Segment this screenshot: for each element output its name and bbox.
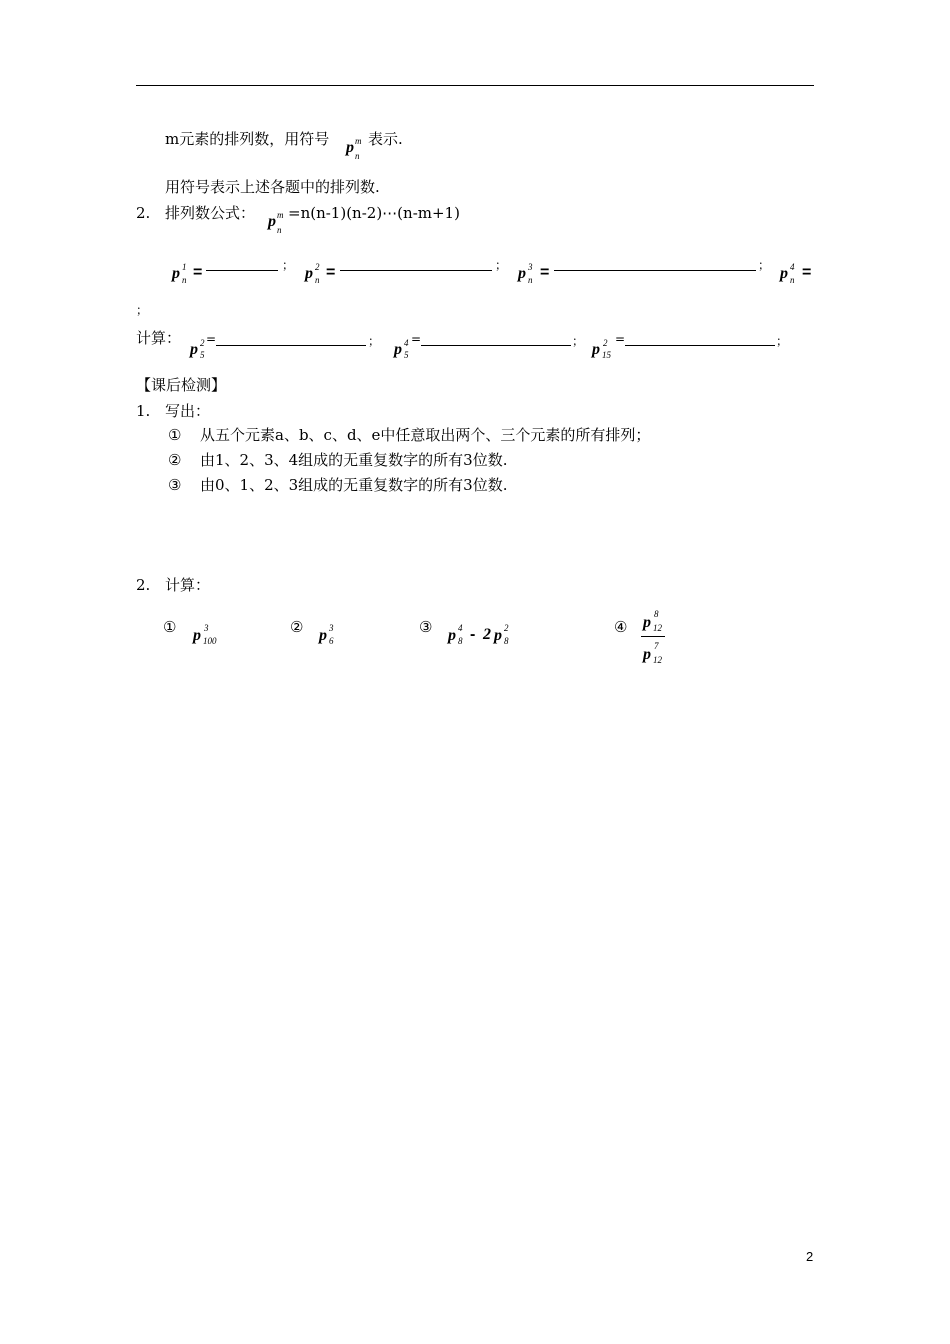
sup-3: 3 <box>204 623 209 633</box>
sub-n: n <box>355 151 360 161</box>
sup-m: m <box>355 136 362 146</box>
sup-3: 3 <box>528 262 533 272</box>
sub-5: 5 <box>404 350 409 360</box>
fraction-denominator-p12-7 <box>643 641 671 669</box>
sub-100: 100 <box>203 636 217 646</box>
sup-2: 2 <box>200 338 205 348</box>
perm-symbol-p100-3 <box>193 623 223 650</box>
section-heading: 【课后检测】 <box>136 376 227 394</box>
intro-text-before: m元素的排列数，用符号 <box>165 130 330 148</box>
semicolon-1: ； <box>282 258 295 272</box>
p-letter: p <box>193 627 201 644</box>
perm-symbol-pn4 <box>780 262 802 288</box>
equals-c1: = <box>206 332 217 346</box>
answer-blank-p152 <box>625 345 775 346</box>
equals-2: = <box>326 264 336 281</box>
answer-blank-p52 <box>216 345 366 346</box>
q1-number: 1. <box>136 402 151 420</box>
answer-blank-pn3 <box>554 270 756 271</box>
equals-c3: = <box>615 332 626 346</box>
sub-n: n <box>790 275 795 285</box>
perm-symbol-p8-2 <box>494 623 516 650</box>
p-letter: p <box>592 341 600 358</box>
sub-6: 6 <box>329 636 334 646</box>
equals-4: = <box>802 264 812 281</box>
q2-marker-2: ② <box>290 618 304 636</box>
sub-5: 5 <box>200 350 205 360</box>
sub-12: 12 <box>653 623 662 633</box>
sup-2: 2 <box>504 623 509 633</box>
q2-marker-4: ④ <box>614 618 628 636</box>
sub-8: 8 <box>504 636 509 646</box>
p-letter: p <box>448 627 456 644</box>
perm-symbol-p8-4 <box>448 623 470 650</box>
coefficient-two: 2 <box>483 626 491 643</box>
sup-7: 7 <box>654 641 659 651</box>
fraction-numerator-p12-8 <box>643 609 671 637</box>
intro-line-2: 用符号表示上述各题中的排列数. <box>165 178 380 196</box>
sub-n: n <box>315 275 320 285</box>
formula-expression: =n(n-1)(n-2)⋯(n-m+1) <box>288 204 460 222</box>
sub-15: 15 <box>602 350 611 360</box>
p-letter: p <box>494 627 502 644</box>
p-letter: p <box>780 265 788 282</box>
intro-text-after: 表示. <box>368 130 403 148</box>
q2-number: 2. <box>136 576 151 594</box>
semicolon-wrap: ； <box>136 303 149 317</box>
formula-number: 2. <box>136 204 151 222</box>
perm-symbol-pn1 <box>172 262 194 288</box>
q1-item-2-marker: ② <box>168 451 182 469</box>
sup-1: 1 <box>182 262 187 272</box>
q2-marker-1: ① <box>163 618 177 636</box>
sup-3: 3 <box>329 623 334 633</box>
p-letter: p <box>518 265 526 282</box>
compute-label: 计算： <box>136 329 182 347</box>
q2-label: 计算： <box>165 576 211 594</box>
semicolon-2: ； <box>495 258 508 272</box>
sup-4: 4 <box>790 262 795 272</box>
p-letter: p <box>305 265 313 282</box>
equals-3: = <box>540 264 550 281</box>
semicolon-c1: ； <box>368 334 381 348</box>
sup-8: 8 <box>654 609 659 619</box>
sub-n: n <box>528 275 533 285</box>
sup-2: 2 <box>315 262 320 272</box>
perm-symbol-pnm <box>346 136 370 162</box>
q1-item-3-text: 由0、1、2、3组成的无重复数字的所有3位数. <box>200 476 508 494</box>
equals-1: = <box>193 264 203 281</box>
perm-symbol-pn3 <box>518 262 540 288</box>
p-letter: p <box>319 627 327 644</box>
q1-item-1-text: 从五个元素a、b、c、d、e中任意取出两个、三个元素的所有排列； <box>200 426 651 444</box>
semicolon-c3: ； <box>776 334 789 348</box>
answer-blank-pn1 <box>206 270 278 271</box>
intro-line-1 <box>165 132 329 147</box>
sup-2: 2 <box>603 338 608 348</box>
semicolon-3: ； <box>758 258 771 272</box>
p-letter: p <box>643 614 651 631</box>
p-letter: p <box>394 341 402 358</box>
sub-n: n <box>182 275 187 285</box>
header-rule <box>136 85 814 86</box>
q1-label: 写出： <box>165 402 211 420</box>
answer-blank-pn2 <box>340 270 492 271</box>
fraction-bar <box>641 636 665 637</box>
formula-label: 排列数公式： <box>165 204 256 222</box>
sup-m: m <box>277 210 284 220</box>
p-letter: p <box>268 213 276 230</box>
perm-symbol-p6-3 <box>319 623 341 650</box>
page-number: 2 <box>806 1249 814 1264</box>
answer-blank-p54 <box>421 345 571 346</box>
equals-c2: = <box>411 332 422 346</box>
q1-item-3-marker: ③ <box>168 476 182 494</box>
sub-12: 12 <box>653 655 662 665</box>
q1-item-2-text: 由1、2、3、4组成的无重复数字的所有3位数. <box>200 451 508 469</box>
sub-8: 8 <box>458 636 463 646</box>
sup-4: 4 <box>404 338 409 348</box>
p-letter: p <box>643 646 651 663</box>
sup-4: 4 <box>458 623 463 633</box>
p-letter: p <box>172 265 180 282</box>
semicolon-c2: ； <box>572 334 585 348</box>
q2-marker-3: ③ <box>419 618 433 636</box>
minus-sign: - <box>470 626 476 643</box>
perm-symbol-pn2 <box>305 262 327 288</box>
q1-item-1-marker: ① <box>168 426 182 444</box>
p-letter: p <box>346 139 354 156</box>
sub-n: n <box>277 225 282 235</box>
p-letter: p <box>190 341 198 358</box>
